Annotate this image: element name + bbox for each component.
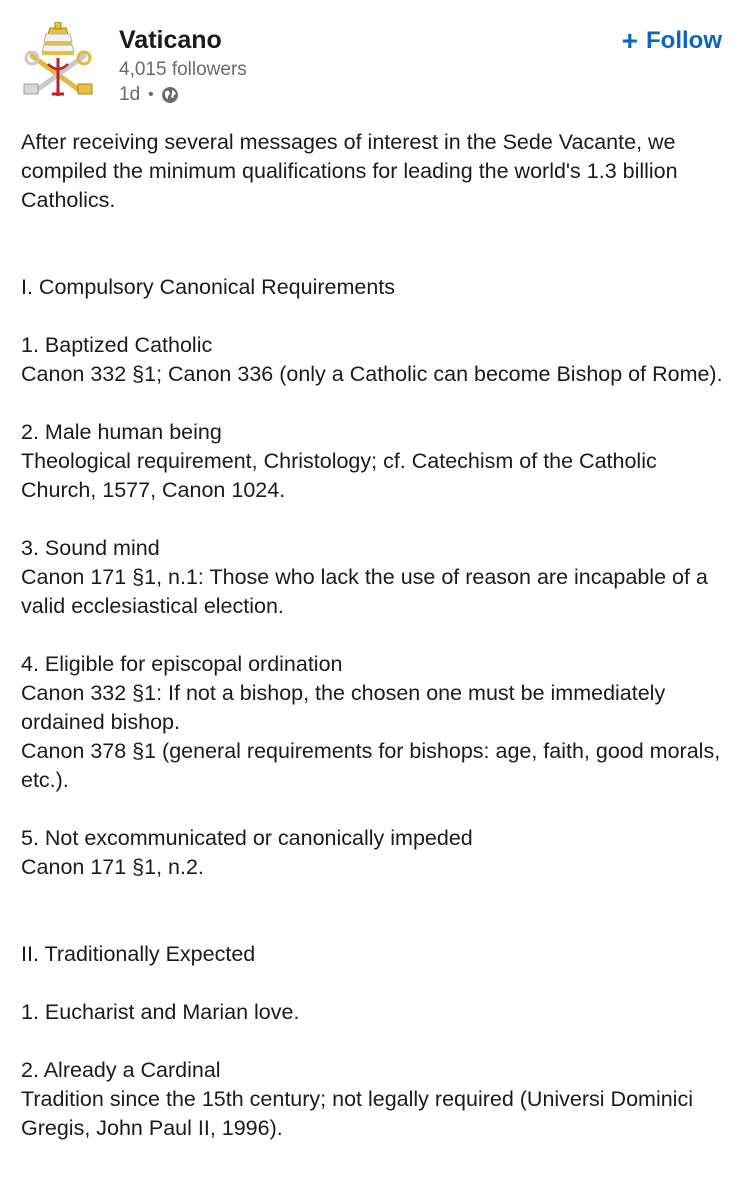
requirement-title: 2. Already a Cardinal [21,1058,221,1082]
requirement-body: Canon 171 §1, n.1: Those who lack the use of reason are incapable of a valid ecclesiastical election. [21,565,708,618]
requirement-title: 1. Eucharist and Marian love. [21,1000,300,1024]
requirement-body: Tradition since the 15th century; not legally required (Universi Dominici Gregis, John Paul II, 1996). [21,1087,693,1140]
follower-count: 4,015 followers [119,59,247,80]
section-heading: I. Compulsory Canonical Requirements [21,275,396,299]
follow-button-label: Follow [646,27,722,54]
meta-separator: • [148,86,154,103]
requirement-body: Canon 332 §1; Canon 336 (only a Catholic can become Bishop of Rome). [21,362,723,386]
globe-icon [161,86,179,104]
requirement-title: 1. Baptized Catholic [21,333,213,357]
follow-button[interactable] [622,26,722,56]
plus-icon: + [621,25,639,56]
post-meta [119,83,179,107]
requirement-title: 2. Male human being [21,420,222,444]
requirement-body: Canon 332 §1: If not a bishop, the chosen one must be immediately ordained bishop. [21,681,666,734]
requirement-title: 5. Not excommunicated or canonically impeded [21,826,473,850]
author-name[interactable]: Vaticano [119,26,222,54]
requirement-body: Canon 378 §1 (general requirements for bishops: age, faith, good morals, etc.). [21,739,721,792]
requirement-body: Canon 171 §1, n.2. [21,855,204,879]
post-body [21,128,733,1143]
post-header [0,0,752,115]
requirement-title: 4. Eligible for episcopal ordination [21,652,343,676]
requirement-body: Theological requirement, Christology; cf. Catechism of the Catholic Church, 1577, Canon 1024. [21,449,657,502]
post-intro: After receiving several messages of interest in the Sede Vacante, we compiled the minimum qualifications for leading the world's 1.3 billion Catholics. [21,130,678,212]
section-heading: II. Traditionally Expected [21,942,256,966]
post-time: 1d [119,84,141,105]
vatican-coat-of-arms-icon[interactable] [22,22,94,100]
requirement-title: 3. Sound mind [21,536,160,560]
